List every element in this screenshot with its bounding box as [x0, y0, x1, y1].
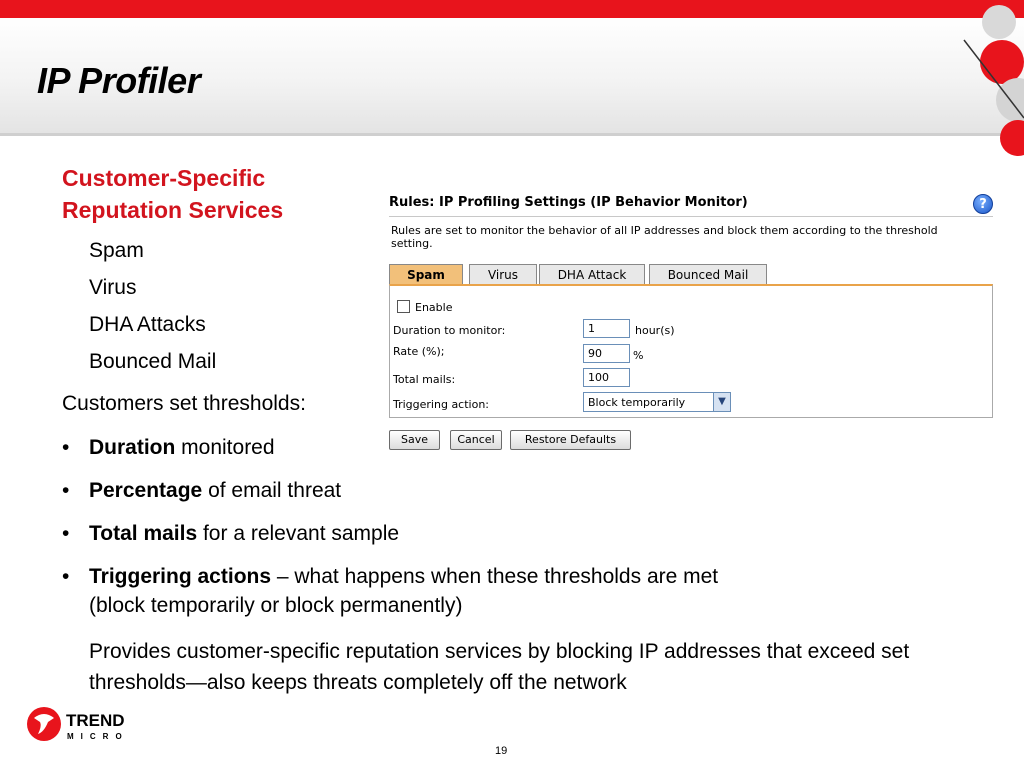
restore-defaults-button[interactable]: Restore Defaults — [510, 430, 631, 450]
threshold-bullets — [62, 433, 718, 634]
panel-title: Rules: IP Profiling Settings (IP Behavior Monitor) — [389, 195, 748, 210]
svg-text:MICRO: MICRO — [67, 732, 129, 741]
bullet-item — [62, 476, 718, 505]
decorative-circles — [944, 0, 1024, 160]
save-button[interactable]: Save — [389, 430, 440, 450]
service-item: Virus — [89, 276, 137, 299]
bullet-bold: Percentage — [89, 479, 203, 502]
svg-text:TREND: TREND — [66, 711, 125, 730]
help-icon[interactable]: ? — [973, 194, 993, 214]
rate-label: Rate (%); — [393, 345, 445, 358]
service-item: Spam — [89, 239, 144, 262]
bullet-dot: • — [62, 522, 70, 545]
heading-line-1: Customer-Specific — [62, 165, 266, 191]
tab-virus[interactable]: Virus — [469, 264, 537, 285]
bullet-text: monitored — [175, 436, 275, 459]
top-red-bar — [0, 0, 1024, 18]
panel-description: Rules are set to monitor the behavior of all IP addresses and block them according to the threshold setting. — [391, 224, 938, 250]
bullet-text: of email threat — [202, 479, 342, 502]
tab-strip — [389, 264, 993, 285]
bullet-item — [62, 519, 718, 548]
section-heading — [62, 162, 283, 226]
triggering-action-label: Triggering action: — [393, 398, 490, 411]
tab-bounced-mail[interactable]: Bounced Mail — [649, 264, 767, 285]
bullet-dot: • — [62, 565, 70, 588]
enable-checkbox[interactable] — [397, 300, 410, 313]
service-item: Bounced Mail — [89, 350, 217, 373]
total-mails-label: Total mails: — [393, 373, 456, 386]
bullet-item — [62, 562, 718, 620]
chevron-down-icon[interactable]: ▼ — [713, 393, 730, 411]
duration-unit: hour(s) — [635, 324, 675, 337]
triggering-action-select[interactable] — [583, 392, 731, 412]
page-number: 19 — [495, 745, 508, 757]
duration-label: Duration to monitor: — [393, 324, 506, 337]
bullet-bold: Total mails — [89, 522, 198, 545]
enable-label: Enable — [415, 301, 453, 314]
rate-unit: % — [633, 349, 644, 362]
tab-spam[interactable]: Spam — [389, 264, 463, 285]
duration-input[interactable]: 1 — [583, 319, 630, 338]
service-item: DHA Attacks — [89, 313, 206, 336]
trend-micro-logo — [24, 702, 144, 746]
bullet-text-line2: (block temporarily or block permanently) — [89, 594, 463, 617]
rate-input[interactable]: 90 — [583, 344, 630, 363]
tab-dha-attack[interactable]: DHA Attack — [539, 264, 645, 285]
bullet-text: for a relevant sample — [197, 522, 400, 545]
triggering-action-value: Block temporarily — [588, 396, 686, 409]
bullet-text: – what happens when these thresholds are met — [271, 565, 719, 588]
panel-divider — [389, 216, 993, 217]
ip-profiling-settings-panel — [383, 188, 999, 462]
thresholds-intro: Customers set thresholds: — [62, 392, 306, 415]
cancel-button[interactable]: Cancel — [450, 430, 502, 450]
slide-title: IP Profiler — [37, 60, 201, 101]
heading-line-2: Reputation Services — [62, 197, 284, 223]
services-list — [89, 232, 216, 380]
bullet-dot: • — [62, 479, 70, 502]
bullet-dot: • — [62, 436, 70, 459]
bullet-bold: Duration — [89, 436, 176, 459]
closing-paragraph: Provides customer-specific reputation services by blocking IP addresses that exceed set thresholds—also keeps threats completely off the network — [89, 640, 910, 694]
total-mails-input[interactable]: 100 — [583, 368, 630, 387]
bullet-bold: Triggering actions — [89, 565, 272, 588]
